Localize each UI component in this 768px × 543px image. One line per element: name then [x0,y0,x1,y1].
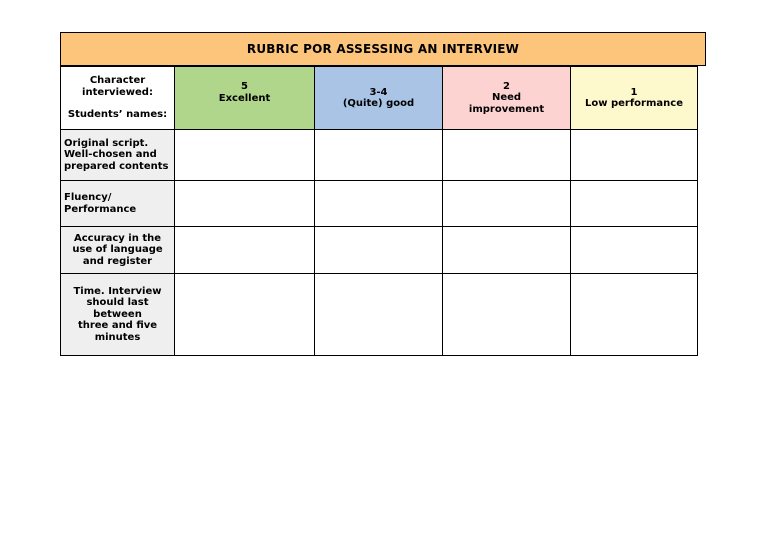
criterion-line: and register [82,255,153,267]
score-cell-3-4[interactable] [315,181,443,227]
score-cell-5[interactable] [175,130,315,181]
rubric-title: RUBRIC POR ASSESSING AN INTERVIEW [60,32,706,66]
criterion-line: Time. Interview [73,285,162,297]
criterion-row [61,274,698,356]
level-1-desc: Low performance [585,98,683,109]
level-3-4-header [315,67,443,130]
score-cell-2[interactable] [443,130,571,181]
score-cell-1[interactable] [571,227,698,274]
criterion-label [61,130,175,181]
score-cell-1[interactable] [571,274,698,356]
criterion-row [61,130,698,181]
score-cell-5[interactable] [175,274,315,356]
score-cell-5[interactable] [175,227,315,274]
criterion-label [61,227,175,274]
criterion-label [61,181,175,227]
criterion-line: should last [86,297,149,309]
header-label-line1: Character [89,75,146,87]
header-label-line3: Students’ names: [67,109,168,121]
criterion-line: Original script. [64,137,149,149]
criterion-line: between [93,308,142,320]
level-5-score: 5 [241,81,248,92]
level-2-score: 2 [503,80,510,92]
criterion-line: Fluency/ [64,192,112,203]
criterion-line: minutes [94,331,141,343]
score-cell-1[interactable] [571,130,698,181]
level-3-4-score: 3-4 [369,86,388,98]
level-2-desc-line2: improvement [468,103,545,115]
score-cell-5[interactable] [175,181,315,227]
header-label-line2: interviewed: [82,86,153,98]
score-cell-2[interactable] [443,274,571,356]
header-label-cell [61,67,175,130]
score-cell-1[interactable] [571,181,698,227]
criterion-line: use of language [72,244,163,256]
criterion-label [61,274,175,356]
criterion-line: prepared contents [64,160,169,172]
score-cell-2[interactable] [443,227,571,274]
level-3-4-desc: (Quite) good [342,98,415,109]
score-cell-3-4[interactable] [315,274,443,356]
header-row [61,67,698,130]
level-5-header [175,67,315,130]
level-2-header [443,67,571,130]
criterion-line: Accuracy in the [73,232,162,244]
level-1-score: 1 [630,86,638,98]
score-cell-3-4[interactable] [315,227,443,274]
level-1-header [571,67,698,130]
criterion-row [61,227,698,274]
score-cell-3-4[interactable] [315,130,443,181]
level-5-desc: Excellent [218,92,271,104]
criterion-line: three and five [77,320,158,332]
criterion-line: Performance [64,203,137,215]
criterion-line: Well-chosen and [64,149,157,161]
criterion-row [61,181,698,227]
score-cell-2[interactable] [443,181,571,227]
level-2-desc-line1: Need [491,92,522,104]
rubric-table [60,66,698,356]
